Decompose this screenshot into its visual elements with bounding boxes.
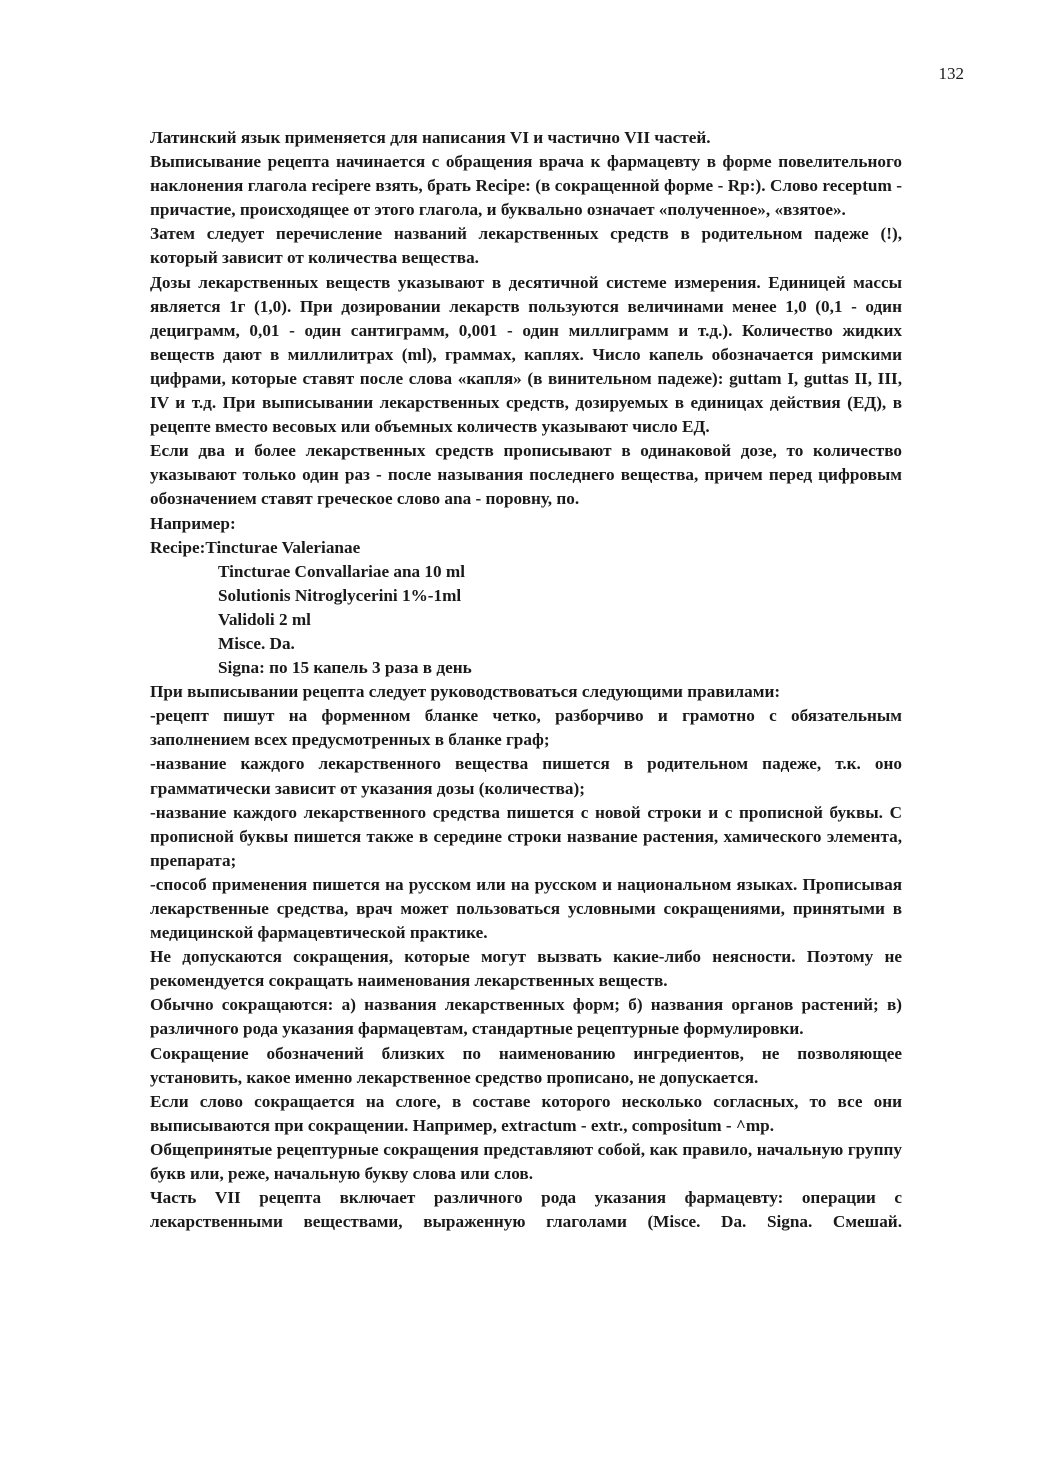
paragraph-rule-form: -рецепт пишут на форменном бланке четко, разборчиво и грамотно с обязательным заполнением всех предусмотренных в бланке граф; — [150, 706, 902, 750]
paragraph-ana: Если два и более лекарственных средств прописывают в одинаковой дозе, то количество указывают только один раз - после называния последнего вещества, причем перед цифровым обозначением ставят греческое слово ana - поровну, по. — [150, 441, 902, 509]
paragraph-similar-ingredients: Сокращение обозначений близких по наименованию ингредиентов, не позволяющее установить, какое именно лекарственное средство прописано, не допускается. — [150, 1043, 902, 1087]
recipe-line: Solutionis Nitroglycerini 1%-1ml — [218, 585, 462, 605]
paragraph-rule-genitive: -название каждого лекарственного вещества пишется в родительном падеже, т.к. оно грамматически зависит от указания дозы (количества); — [150, 754, 902, 798]
paragraph-syllable-abbreviation: Если слово сокращается на слоге, в составе которого несколько согласных, то все они выписываются при сокращении. Например, extractum - extr., compositum - ^mp. — [150, 1091, 902, 1135]
paragraph-usual-abbreviations: Обычно сокращаются: а) названия лекарственных форм; б) названия органов растений; в) различного рода указания фармацевтам, стандартные рецептурные формулировки. — [150, 995, 902, 1039]
recipe-line: Recipe:Tincturae Valerianae — [150, 537, 361, 557]
recipe-line: Tincturae Convallariae ana 10 ml — [218, 561, 465, 581]
paragraph-common-abbreviations: Общепринятые рецептурные сокращения представляют собой, как правило, начальную группу букв или, реже, начальную букву слова или слов. — [150, 1139, 902, 1184]
paragraph-no-ambiguity: Не допускаются сокращения, которые могут вызвать какие-либо неясности. Поэтому не рекомендуется сокращать наименования лекарственных веществ. — [150, 947, 902, 991]
paragraph-rule-capital: -название каждого лекарственного средства пишется с новой строки и с прописной буквы. С прописной буквы пишется также в середине строки название растения, хамического элемента, препарата; — [150, 802, 902, 870]
page-body — [150, 126, 902, 1234]
paragraph-rule-language: -способ применения пишется на русском или на русском и национальном языках. Прописывая лекарственные средства, врач может пользоваться условными сокращениями, принятыми в медицинской фармацевтической практике. — [150, 874, 902, 943]
paragraph-recipe-start: Выписывание рецепта начинается с обращения врача к фармацевту в форме повелительного наклонения глагола recipere взять, брать Recipe: (в сокращенной форме - Rp:). Слово receptum - причастие, происходящее от этого глагола, и буквально означает «полученное», «взятое». — [150, 152, 902, 220]
paragraph-genitive-case: Затем следует перечисление названий лекарственных средств в родительном падеже (!), который зависит от количества вещества. — [150, 224, 902, 268]
paragraph-example-label: Например: — [150, 513, 236, 533]
paragraph-part-seven: Часть VII рецепта включает различного рода указания фармацевту: операции с лекарственными веществами, выраженную глаголами (Misce. Da. Signa. Смешай. — [150, 1188, 902, 1232]
recipe-line: Misce. Da. — [218, 633, 295, 653]
recipe-line: Signa: по 15 капель 3 раза в день — [218, 658, 472, 678]
paragraph-rules-intro: При выписывании рецепта следует руководствоваться следующими правилами: — [150, 682, 781, 702]
recipe-example — [150, 536, 902, 681]
recipe-line: Validoli 2 ml — [218, 609, 311, 629]
paragraph-doses: Дозы лекарственных веществ указывают в десятичной системе измерения. Единицей массы является 1г (1,0). При дозировании лекарств пользуются величинами менее 1,0 (0,1 - один дециграмм, 0,01 - один сантиграмм, 0,001 - один миллиграмм и т.д.). Количество жидких веществ дают в миллилитрах (ml), граммах, каплях. Число капель обозначается римскими цифрами, которые ставят после слова «капля» (в винительном падеже): guttam I, guttas II, III, IV и т.д. При выписывании лекарственных средств, дозируемых в единицах действия (ЕД), в рецепте вместо весовых или объемных количеств указывают число ЕД. — [150, 272, 902, 437]
page-number: 132 — [938, 64, 964, 83]
paragraph-latin-usage: Латинский язык применяется для написания VI и частично VII частей. — [150, 128, 711, 147]
